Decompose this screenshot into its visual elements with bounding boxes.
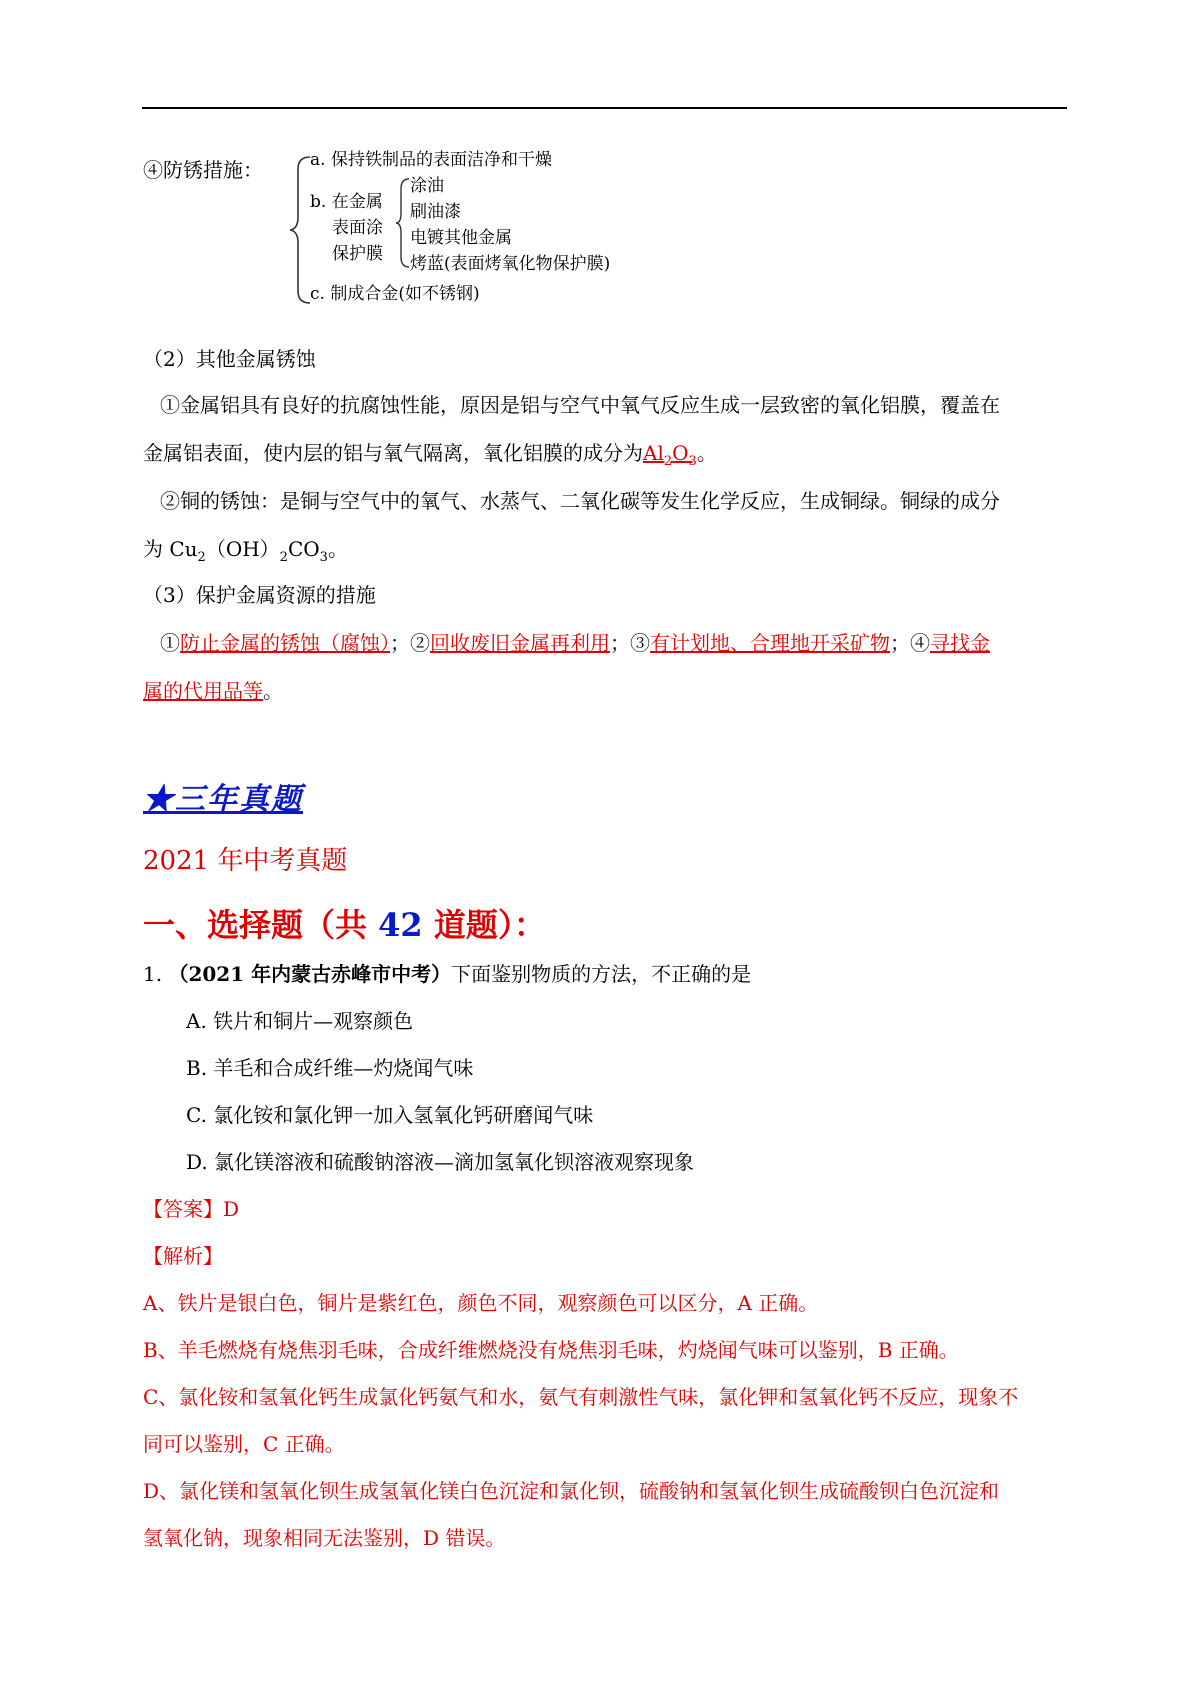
coating-item-4: 烤蓝(表面烤氧化物保护膜) xyxy=(410,254,611,274)
protect-heading: （3）保护金属资源的措施 xyxy=(143,583,376,607)
answer: 【答案】D xyxy=(143,1197,240,1221)
analysis-line-d2: 氢氧化钠，现象相同无法鉴别，D 错误。 xyxy=(143,1526,506,1550)
other-metals-heading: （2）其他金属锈蚀 xyxy=(143,347,316,371)
protect-line-2: 属的代用品等。 xyxy=(143,679,283,703)
coating-brace xyxy=(395,177,411,269)
prevention-a: a. 保持铁制品的表面洁净和干燥 xyxy=(310,150,552,170)
analysis-line-b: B、羊毛燃烧有烧焦羽毛味，合成纤维燃烧没有烧焦羽毛味，灼烧闻气味可以鉴别，B 正确。 xyxy=(143,1338,959,1362)
question-1-stem: 1. （2021 年内蒙古赤峰市中考）下面鉴别物质的方法，不正确的是 xyxy=(143,962,752,986)
section-title: 一、选择题（共 42 道题）： xyxy=(143,906,546,944)
coating-item-1: 涂油 xyxy=(410,176,444,196)
year-title: 2021 年中考真题 xyxy=(143,846,348,876)
analysis-line-c2: 同可以鉴别，C 正确。 xyxy=(143,1432,345,1456)
option-a: A. 铁片和铜片—观察颜色 xyxy=(186,1009,414,1033)
alumina-formula: $Al_2O_3$ xyxy=(643,441,697,469)
copper-line-1: ②铜的锈蚀：是铜与空气中的氧气、水蒸气、二氧化碳等发生化学反应，生成铜绿。铜绿的成分 xyxy=(160,489,1000,513)
analysis-line-d1: D、氯化镁和氢氧化钡生成氢氧化镁白色沉淀和氯化钡，硫酸钠和氢氧化钡生成硫酸钡白色沉淀和 xyxy=(143,1479,1000,1503)
prevention-c: c. 制成合金(如不锈钢) xyxy=(310,284,480,304)
prevention-b-line1: b. 在金属 xyxy=(310,192,383,212)
prevention-b-line2: 表面涂 xyxy=(332,218,383,238)
three-year-title: ★三年真题 xyxy=(143,782,303,817)
option-b: B. 羊毛和合成纤维—灼烧闻气味 xyxy=(186,1056,474,1080)
aluminum-line-2: 金属铝表面，使内层的铝与氧气隔离，氧化铝膜的成分为$Al_2O_3$。 xyxy=(143,441,717,469)
option-d: D. 氯化镁溶液和硫酸钠溶液—滴加氢氧化钡溶液观察现象 xyxy=(186,1150,695,1174)
copper-line-2: 为 $Cu_2(OH)_2CO_3$。 xyxy=(143,537,348,565)
protect-line-1: ①防止金属的锈蚀（腐蚀）；②回收废旧金属再利用；③有计划地、合理地开采矿物；④寻找金 xyxy=(160,631,990,655)
analysis-line-a: A、铁片是银白色，铜片是紫红色，颜色不同，观察颜色可以区分，A 正确。 xyxy=(143,1291,819,1315)
aluminum-line-1: ①金属铝具有良好的抗腐蚀性能，原因是铝与空气中氧气反应生成一层致密的氧化铝膜，覆盖在 xyxy=(160,393,1000,417)
analysis-line-c1: C、氯化铵和氢氧化钙生成氯化钙氨气和水，氨气有刺激性气味，氯化钾和氢氧化钙不反应，现象不 xyxy=(143,1385,1019,1409)
option-c: C. 氯化铵和氯化钾一加入氢氧化钙研磨闻气味 xyxy=(186,1103,594,1127)
prevention-b-line3: 保护膜 xyxy=(332,244,383,264)
prevention-label: ④防锈措施： xyxy=(143,158,263,182)
coating-item-2: 刷油漆 xyxy=(410,202,461,222)
header-rule xyxy=(142,107,1067,109)
coating-item-3: 电镀其他金属 xyxy=(410,228,512,248)
analysis-label: 【解析】 xyxy=(143,1244,223,1268)
